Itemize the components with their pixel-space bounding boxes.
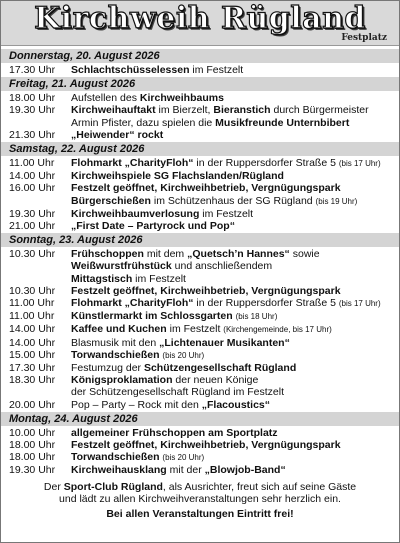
- event-text: im Bierzelt,: [155, 104, 214, 117]
- event-time: 19.30 Uhr: [9, 207, 56, 220]
- event-description: [71, 157, 391, 170]
- event-highlight: Flohmarkt „CharityFloh“: [71, 157, 194, 170]
- event-row: [1, 349, 399, 362]
- event-time: 18.30 Uhr: [9, 374, 56, 387]
- event-row: [1, 170, 399, 182]
- event-description: [71, 104, 391, 116]
- event-row: [1, 310, 399, 323]
- event-row: [1, 157, 399, 170]
- event-highlight: Kirchweihbaums: [139, 92, 224, 105]
- event-row: [1, 195, 399, 208]
- event-highlight: Kirchweihauftakt: [71, 104, 156, 117]
- event-highlight: Künstlermarkt im Schlossgarten: [71, 310, 233, 323]
- event-description: [71, 323, 391, 336]
- event-description: [71, 362, 391, 374]
- event-text: im Festzelt: [189, 64, 244, 76]
- event-row: [1, 182, 399, 194]
- event-highlight: Kirchweihausklang: [71, 464, 167, 477]
- event-row: [1, 129, 399, 141]
- event-highlight: Torwandschießen: [71, 348, 160, 361]
- event-highlight: Königsproklamation: [71, 374, 173, 387]
- event-row: [1, 374, 399, 386]
- event-time: 10.30 Uhr: [9, 284, 56, 297]
- event-highlight: „Quetsch’n Hannes“: [187, 248, 290, 261]
- event-text: sowie: [289, 248, 320, 261]
- event-row: [1, 451, 399, 464]
- event-highlight: Sport-Club Rügland: [63, 480, 163, 493]
- event-time: 10.30 Uhr: [9, 248, 56, 261]
- event-highlight: „Blowjob-Band“: [204, 464, 286, 477]
- event-description: [71, 374, 391, 386]
- event-time: 19.30 Uhr: [9, 104, 56, 117]
- event-text: im Festzelt: [199, 207, 254, 220]
- event-time: 11.00 Uhr: [9, 157, 55, 170]
- event-text: mit dem: [143, 248, 188, 261]
- event-time: [9, 117, 71, 129]
- event-row: [1, 399, 399, 411]
- event-time: 14.00 Uhr: [9, 336, 56, 349]
- event-time: 11.00 Uhr: [9, 310, 55, 323]
- event-highlight: Flohmarkt „CharityFloh“: [71, 297, 194, 310]
- event-note: (bis 19 Uhr): [315, 196, 358, 206]
- event-description: [71, 170, 391, 182]
- event-highlight: Musikfreunde Unternbibert: [215, 116, 350, 129]
- event-description: [71, 451, 391, 464]
- footer-line-1: [7, 481, 393, 494]
- event-description: [71, 117, 391, 129]
- event-row: [1, 297, 399, 310]
- event-description: [71, 337, 391, 349]
- event-time: [9, 386, 71, 398]
- event-note: (bis 18 Uhr): [235, 312, 278, 322]
- event-time: 19.30 Uhr: [9, 464, 56, 477]
- event-row: [1, 220, 399, 232]
- event-highlight: Bürgerschießen: [71, 194, 151, 207]
- event-highlight: Festzelt geöffnet, Kirchweihbetrieb, Vergnügungspark: [71, 439, 341, 452]
- event-row: [1, 104, 399, 116]
- event-description: [71, 248, 391, 260]
- event-text: der neuen Könige: [172, 374, 259, 387]
- event-description: [71, 310, 391, 323]
- event-time: 21.00 Uhr: [9, 220, 56, 233]
- event-row: [1, 285, 399, 297]
- day-header: Sonntag, 23. August 2026: [1, 233, 399, 247]
- event-text: Pop – Party – Rock mit den: [71, 398, 202, 411]
- day-header: Freitag, 21. August 2026: [1, 77, 399, 91]
- event-highlight: Schlachtschüsselessen: [71, 64, 190, 76]
- event-description: [71, 386, 391, 398]
- event-highlight: „Lichtenauer Musikanten“: [159, 336, 290, 349]
- event-highlight: allgemeiner Frühschoppen am Sportplatz: [71, 426, 278, 439]
- event-time: [9, 260, 71, 272]
- event-text: in der Ruppersdorfer Straße 5: [193, 297, 339, 310]
- event-row: [1, 464, 399, 476]
- event-description: [71, 349, 391, 362]
- event-time: 17.30 Uhr: [9, 362, 56, 375]
- event-highlight: Festzelt geöffnet, Kirchweihbetrieb, Vergnügungspark: [71, 182, 341, 195]
- event-highlight: Torwandschießen: [71, 451, 160, 464]
- event-row: [1, 208, 399, 220]
- event-description: [71, 464, 391, 476]
- footer-closing: Bei allen Veranstaltungen Eintritt frei!: [106, 507, 294, 520]
- event-text: mit der: [166, 464, 205, 477]
- poster-title: Kirchweih Rügland: [34, 1, 366, 36]
- event-row: [1, 273, 399, 285]
- footer-note: [1, 477, 399, 521]
- footer-line-2: und lädt zu allen Kirchweihveranstaltungen sehr herzlich ein.: [59, 493, 341, 506]
- event-time: 18.00 Uhr: [9, 439, 56, 452]
- event-time: 16.00 Uhr: [9, 182, 56, 195]
- event-text: Armin Pfister, dazu spielen die: [71, 116, 216, 129]
- event-time: 17.30 Uhr: [9, 64, 56, 76]
- event-description: [71, 285, 391, 297]
- event-time: 21.30 Uhr: [9, 128, 56, 141]
- event-time: 15.00 Uhr: [9, 348, 56, 361]
- event-note: (Kirchengemeinde, bis 17 Uhr): [223, 325, 332, 335]
- event-highlight: Festzelt geöffnet, Kirchweihbetrieb, Vergnügungspark: [71, 284, 341, 297]
- event-row: [1, 64, 399, 76]
- event-text: im Festzelt: [132, 272, 186, 285]
- event-note: (bis 20 Uhr): [162, 453, 205, 463]
- event-note: (bis 17 Uhr): [338, 159, 381, 169]
- event-time: [9, 195, 71, 208]
- event-text: im Schützenhaus der SG Rügland: [150, 194, 316, 207]
- event-description: [71, 220, 391, 232]
- event-text: durch Bürgermeister: [270, 104, 369, 117]
- event-time: 20.00 Uhr: [9, 398, 56, 411]
- event-highlight: Kirchweihbaumverlosung: [71, 207, 200, 220]
- event-description: [71, 297, 391, 310]
- event-highlight: „Heiwender“ rockt: [71, 128, 164, 141]
- event-text: Aufstellen des: [71, 92, 140, 105]
- schedule: [1, 46, 399, 477]
- event-time: [9, 273, 71, 285]
- event-description: [71, 195, 391, 208]
- event-row: [1, 92, 399, 104]
- event-note: (bis 20 Uhr): [162, 350, 205, 360]
- event-description: [71, 129, 391, 141]
- event-description: [71, 182, 391, 194]
- event-row: [1, 248, 399, 260]
- event-description: [71, 439, 391, 451]
- event-description: [71, 399, 391, 411]
- event-text: Blasmusik mit den: [71, 336, 160, 349]
- event-highlight: Mittagstisch: [71, 272, 133, 285]
- event-text: , als Ausrichter, freut sich auf seine Gäste: [162, 480, 357, 493]
- event-row: [1, 323, 399, 336]
- event-highlight: Weißwurstfrühstück: [71, 260, 172, 273]
- event-text: der Schützengesellschaft Rügland im Festzelt: [71, 386, 285, 399]
- event-highlight: „First Date – Partyrock und Pop“: [71, 220, 235, 233]
- event-text: Der: [43, 480, 64, 493]
- event-description: [71, 427, 391, 439]
- event-highlight: Bieranstich: [213, 104, 271, 117]
- event-time: 11.00 Uhr: [9, 297, 55, 310]
- event-row: [1, 117, 399, 129]
- event-highlight: „Flacoustics“: [201, 398, 271, 411]
- event-description: [71, 273, 391, 285]
- event-row: [1, 439, 399, 451]
- day-header: Donnerstag, 20. August 2026: [1, 49, 399, 63]
- event-row: [1, 337, 399, 349]
- poster-subtitle: Festplatz: [341, 33, 387, 43]
- event-row: [1, 260, 399, 272]
- event-description: [71, 64, 391, 76]
- event-highlight: Frühschoppen: [71, 248, 144, 261]
- event-time: 14.00 Uhr: [9, 323, 56, 336]
- event-text: in der Ruppersdorfer Straße 5: [193, 157, 339, 170]
- event-row: [1, 427, 399, 439]
- event-time: 18.00 Uhr: [9, 92, 56, 105]
- event-time: 14.00 Uhr: [9, 170, 56, 183]
- event-highlight: Kaffee und Kuchen: [71, 323, 167, 336]
- poster-header: [1, 1, 399, 46]
- event-description: [71, 92, 391, 104]
- event-time: 10.00 Uhr: [9, 426, 56, 439]
- event-row: [1, 362, 399, 374]
- event-text: im Festzelt: [166, 323, 224, 336]
- event-highlight: Schützengesellschaft Rügland: [143, 362, 297, 375]
- event-description: [71, 260, 391, 272]
- event-highlight: Kirchweihspiele SG Flachslanden/Rügland: [71, 170, 284, 183]
- day-header: Samstag, 22. August 2026: [1, 142, 399, 156]
- day-header: Montag, 24. August 2026: [1, 412, 399, 426]
- event-row: [1, 386, 399, 398]
- event-time: 18.00 Uhr: [9, 451, 56, 464]
- event-text: Festumzug der: [71, 362, 144, 375]
- event-text: und anschließendem: [171, 260, 273, 273]
- event-description: [71, 208, 391, 220]
- event-note: (bis 17 Uhr): [338, 299, 381, 309]
